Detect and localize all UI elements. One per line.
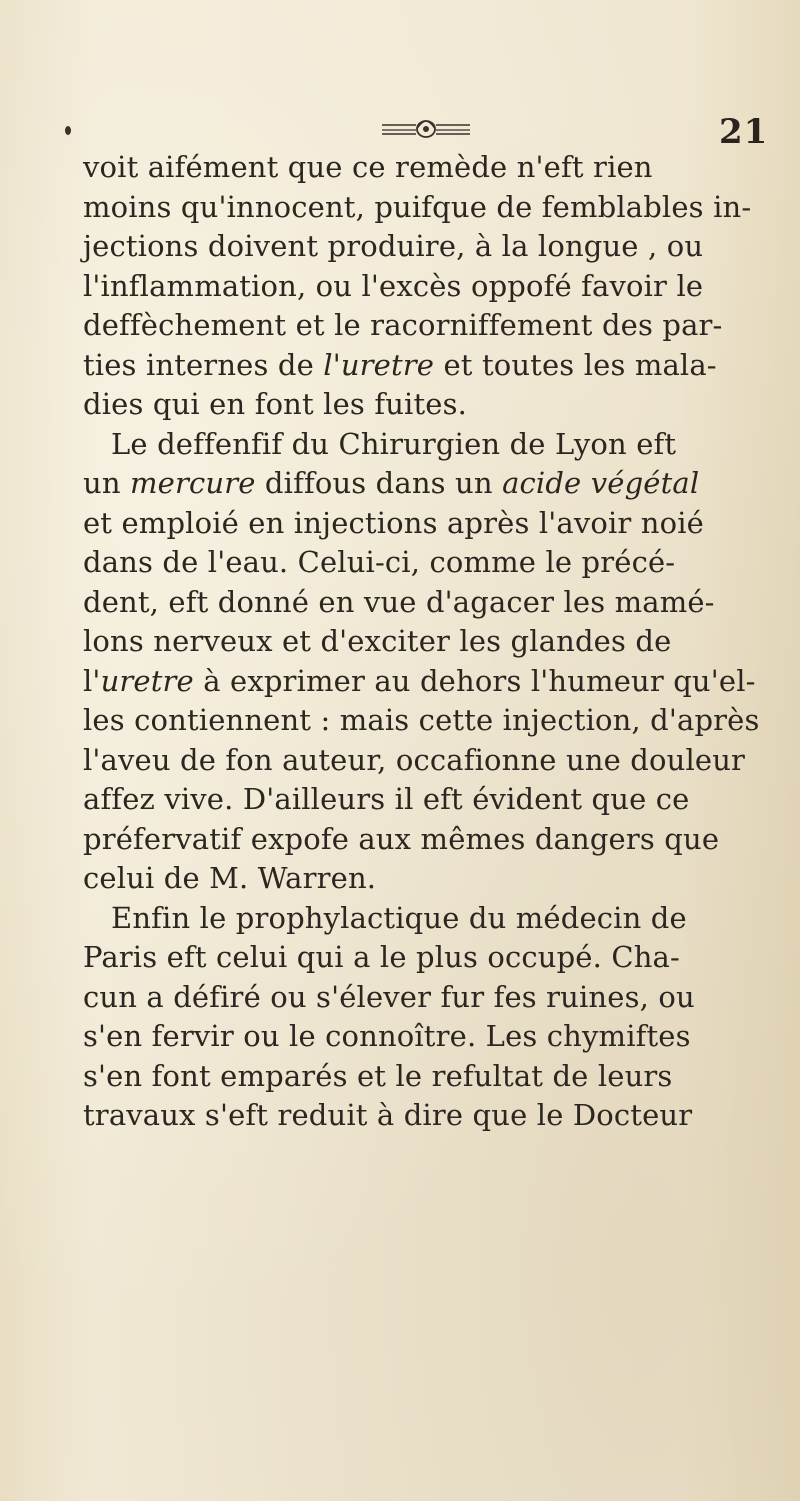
text-line (83, 899, 783, 939)
text-segment: s'en font emparés et le refultat de leurs (83, 1058, 673, 1093)
text-line (83, 385, 783, 425)
text-segment: voit aifément que ce remède n'eft rien (83, 150, 653, 184)
text-line (83, 1057, 783, 1097)
text-segment: travaux s'eft reduit à dire que le Docteur (83, 1098, 693, 1132)
text-segment: Paris eft celui qui a le plus occupé. Cha- (83, 940, 680, 974)
text-line (83, 701, 783, 741)
text-segment: l' (83, 663, 101, 698)
text-line (83, 859, 783, 899)
text-line (83, 504, 783, 544)
text-segment: s'en fervir ou le connoître. Les chymiftes (83, 1019, 691, 1053)
text-line (83, 464, 783, 504)
text-segment: l'aveu de fon auteur, occafionne une douleur (83, 742, 746, 777)
text-line (83, 543, 783, 583)
text-line (83, 741, 783, 781)
text-segment: dans de l'eau. Celui-ci, comme le précé- (83, 545, 676, 579)
text-line (83, 1017, 783, 1057)
text-line (83, 306, 783, 346)
text-line (83, 820, 783, 860)
text-line (83, 1096, 783, 1136)
text-line (83, 148, 783, 188)
text-segment: dies qui en font les fuites. (83, 387, 467, 421)
text-segment: Enfin le prophylactique du médecin de (111, 900, 687, 935)
text-segment: cun a défiré ou s'élever fur fes ruines, ou (83, 979, 695, 1014)
text-segment: les contiennent : mais cette injection, d'après (83, 703, 760, 737)
text-line (83, 780, 783, 820)
text-segment: lons nerveux et d'exciter les glandes de (83, 624, 672, 658)
italic-term: acide végétal (502, 466, 700, 500)
text-segment: ties internes de (83, 347, 324, 382)
text-line (83, 662, 783, 702)
text-line (83, 938, 783, 978)
text-line (83, 227, 783, 267)
text-line (83, 346, 783, 386)
text-segment: et emploié en injections après l'avoir noié (83, 505, 704, 540)
text-segment: jections doivent produire, à la longue , ou (83, 229, 704, 263)
text-segment: moins qu'innocent, puifque de femblables in- (83, 189, 752, 224)
ink-speck (65, 126, 71, 135)
ornamental-fleuron-icon (380, 118, 472, 140)
text-segment: un (83, 466, 131, 500)
italic-term: uretre (100, 663, 194, 698)
italic-term: mercure (130, 466, 256, 500)
text-line (83, 622, 783, 662)
text-segment: dent, eft donné en vue d'agacer les mamé- (83, 584, 715, 619)
text-segment: affez vive. D'ailleurs il eft évident que ce (83, 782, 690, 816)
text-segment: celui de M. Warren. (83, 861, 377, 895)
text-segment: à exprimer au dehors l'humeur qu'el- (193, 663, 756, 698)
text-segment: deffèchement et le racorniffement des par- (83, 308, 723, 342)
page-number: 21 (719, 112, 769, 152)
italic-term: l'uretre (323, 347, 435, 382)
body-text (83, 148, 783, 1136)
text-segment: Le deffenfif du Chirurgien de Lyon eft (111, 426, 677, 461)
text-segment: préfervatif expofe aux mêmes dangers que (83, 821, 720, 856)
text-segment: et toutes les mala- (434, 347, 717, 382)
text-line (83, 267, 783, 307)
text-line (83, 978, 783, 1018)
text-line (83, 188, 783, 228)
text-segment: diffous dans un (255, 466, 503, 500)
text-line (83, 583, 783, 623)
text-segment: l'inflammation, ou l'excès oppofé favoir le (83, 268, 704, 303)
text-line (83, 425, 783, 465)
